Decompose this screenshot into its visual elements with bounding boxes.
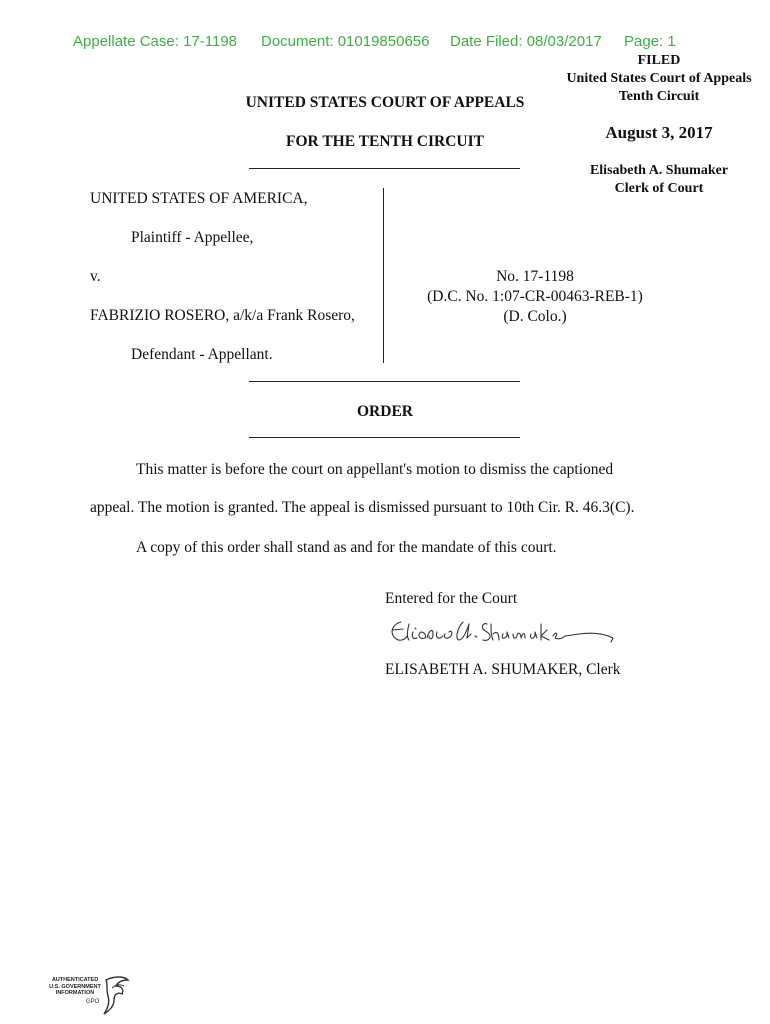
- filed-court: United States Court of Appeals: [566, 71, 752, 86]
- district-case-number: (D.C. No. 1:07-CR-00463-REB-1): [427, 288, 643, 305]
- filed-clerk: [548, 162, 770, 198]
- filed-stamp: [548, 52, 770, 106]
- order-title: ORDER: [357, 403, 413, 420]
- case-number: No. 17-1198: [496, 268, 574, 285]
- signer-name: ELISABETH A. SHUMAKER, Clerk: [385, 661, 621, 678]
- gpo-logo-line3: INFORMATION: [55, 990, 95, 996]
- court-title-line2: FOR THE TENTH CIRCUIT: [286, 133, 484, 150]
- divider-rule: [249, 437, 520, 438]
- filed-date: August 3, 2017: [605, 123, 713, 142]
- gpo-logo-line1: AUTHENTICATED: [51, 977, 99, 983]
- filed-circuit: Tenth Circuit: [618, 89, 700, 104]
- court-title-line1: UNITED STATES COURT OF APPEALS: [245, 94, 525, 111]
- caption-plaintiff-role: Plaintiff - Appellee,: [131, 229, 254, 246]
- divider-rule: [249, 381, 520, 382]
- gpo-authenticated-logo: [44, 972, 130, 1018]
- clerk-name: Elisabeth A. Shumaker: [589, 163, 729, 178]
- divider-rule: [249, 168, 520, 169]
- entered-for-court: Entered for the Court: [385, 590, 518, 607]
- header-page-number: Page: 1: [624, 33, 676, 50]
- case-number-block: [390, 267, 680, 327]
- filed-label: FILED: [637, 53, 681, 68]
- caption-versus: v.: [90, 268, 101, 285]
- gpo-logo-line2: U.S. GOVERNMENT: [49, 983, 101, 990]
- caption-defendant: FABRIZIO ROSERO, a/k/a Frank Rosero,: [90, 307, 355, 324]
- header-date-filed: Date Filed: 08/03/2017: [450, 33, 602, 50]
- handwritten-signature: [383, 614, 633, 654]
- header-appellate-case: Appellate Case: 17-1198: [73, 33, 238, 50]
- caption-defendant-role: Defendant - Appellant.: [131, 346, 273, 363]
- gpo-logo-text: [44, 977, 106, 997]
- order-paragraph-1-line-1: This matter is before the court on appellant's motion to dismiss the captioned: [136, 461, 614, 478]
- gpo-logo-label: GPO: [86, 999, 100, 1005]
- order-paragraph-1-line-2: appeal. The motion is granted. The appeal is dismissed pursuant to 10th Cir. R. 46.3(C).: [90, 499, 635, 516]
- eagle-icon: [102, 974, 130, 1016]
- order-paragraph-2: A copy of this order shall stand as and for the mandate of this court.: [136, 539, 557, 556]
- header-document-number: Document: 01019850656: [261, 33, 430, 50]
- district-name: (D. Colo.): [503, 308, 567, 325]
- caption-vertical-rule: [383, 188, 384, 363]
- clerk-title: Clerk of Court: [614, 181, 704, 196]
- caption-plaintiff: UNITED STATES OF AMERICA,: [90, 190, 308, 207]
